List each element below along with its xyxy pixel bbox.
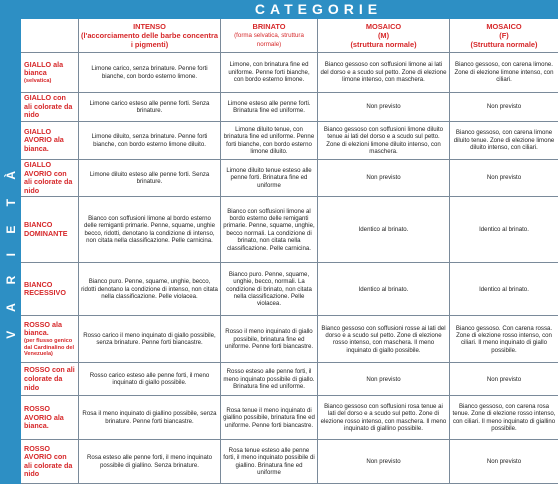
column-header-main: MOSAICO [486,22,522,31]
column-header-sub: (F) [499,31,509,40]
column-header-brinato [221,19,318,53]
variety-name [21,363,79,396]
table-row [1,93,558,122]
variety-label: GIALLO AVORIO ala bianca. [24,126,64,153]
table-cell: Bianco puro. Penne, squame, unghie, becco, ridotti denotano la condizione di intenso, non citata nella classificazione. Pelle violacea. [79,263,221,316]
table-cell: Limone carico, senza brinature. Penne forti bianche, con bordo esterno limone. [79,53,221,93]
categories-title: CATEGORIE [79,1,558,19]
table-cell: Identico al brinato. [318,197,450,263]
table-row [1,363,558,396]
table-cell: Non previsto [318,93,450,122]
variety-name [21,263,79,316]
column-header-mosaico-f [450,19,558,53]
variety-label: GIALLO AVORIO con ali colorate da nido [24,160,73,195]
variety-name [21,160,79,197]
column-header-sub: (M) [377,31,390,40]
variety-label: ROSSO ala bianca. [24,319,62,338]
column-header-intenso [79,19,221,53]
variety-label: ROSSO con ali colorate da nido [24,365,75,392]
table-cell: Non previsto [318,440,450,484]
table-row [1,396,558,440]
table-cell: Limone carico esteso alle penne forti. Senza brinature. [79,93,221,122]
table-cell: Limone diluito tenue esteso alle penne forti. Brinatura fine ed uniforme [221,160,318,197]
variety-name [21,396,79,440]
table-cell: Rosso il meno inquinato di giallo possibile, brinatura fine ed uniforme. Penne forti biancastre. [221,316,318,363]
table-cell: Rosa tenue il meno inquinato di giallino possibile, brinatura fine ed uniforme. Penne forti biancastre. [221,396,318,440]
table-cell: Bianco gessoso, con carena limone diluito tenue. Zone di elezione limone diluito intenso, con ciliari. [450,122,558,160]
table-cell: Limone diluito tenue, con brinatura fine ed uniforme. Penne forti bianche, con bordo esterno limone diluito. [221,122,318,160]
table-row [1,316,558,363]
table-row [1,122,558,160]
table-row [1,197,558,263]
table-cell: Bianco gessoso, con carena limone. Zone di elezione limone intenso, con ciliari. [450,53,558,93]
variety-label: GIALLO ala bianca [24,59,64,78]
variety-name [21,440,79,484]
table-cell: Bianco puro. Penne, squame, unghie, becco, normali. La condizione di brinato, non citata nella classificazione. Pelle violacea. [221,263,318,316]
variety-name [21,93,79,122]
table-cell: Non previsto [318,363,450,396]
table-cell: Rosso esteso alle penne forti, il meno inquinato possibile di giallo. Brinatura fine ed uniforme. [221,363,318,396]
variety-label: GIALLO con ali colorate da nido [24,93,73,120]
column-header-main: BRINATO [252,22,286,31]
column-header-sub2: (Struttura normale) [470,40,538,49]
table-cell: Bianco gessoso, con carena rosa tenue. Zone di elezione rosso intenso, con ciliari. Il meno inquinato di giallino possibile. [450,396,558,440]
table-cell: Rosa esteso alle penne forti, il meno inquinato possibile di giallino. Senza brinature. [79,440,221,484]
variety-name [21,197,79,263]
column-header-main: MOSAICO [365,22,402,31]
variety-label: ROSSO AVORIO con ali colorate da nido [24,443,73,479]
table-cell: Identico al brinato. [318,263,450,316]
table-cell: Bianco gessoso con soffusioni limone diluito tenue ai lati del dorso e a scudo sul petto. Zone di elezioni limone diluito intenso, con maschera. [318,122,450,160]
column-header-mosaico-m [318,19,450,53]
table-cell: Limone diluito, senza brinature. Penne forti bianche, con bordo esterno limone diluito. [79,122,221,160]
variety-note: (selvatica) [24,77,52,84]
table-cell: Non previsto [450,440,558,484]
header-corner [1,1,79,19]
varieta-side-label [1,19,21,484]
table-cell: Limone esteso alle penne forti. Brinatura fine ed uniforme. [221,93,318,122]
table-cell: Bianco con soffusioni limone al bordo esterno delle remiganti primarie. Penne, squame, unghie becco, ridotti, denotano la condizione di intenso, non citata nella classificazione. Pelle carnicina. [79,197,221,263]
column-header-sub2: (struttura normale) [350,40,417,49]
table-cell: Non previsto [450,363,558,396]
table-cell: Non previsto [450,160,558,197]
table-cell: Non previsto [318,160,450,197]
table-cell: Limone, con brinatura fine ed uniforme. Penne forti bianche, con bordo esterno limone. [221,53,318,93]
table-row [1,263,558,316]
table-cell: Rosa tenue esteso alle penne forti, il meno inquinato possibile di giallino. Brinatura fine ed uniforme [221,440,318,484]
table-cell: Rosso carico il meno inquinato di giallo possibile, senza brinature. Penne forti biancastre. [79,316,221,363]
column-header-sub: (forma selvatica, struttura normale) [234,32,304,48]
table-cell: Bianco con soffusioni limone al bordo esterno delle remiganti primarie. Penne, squame, unghie, becco normali. La condizione di brinato, non citata nella classificazione. Pelle carnicina. [221,197,318,263]
table-cell: Bianco gessoso con soffusioni rosse ai lati del dorso e a scudo sul petto. Zone di elezione rosso intenso, con maschera. Il meno inquinato di giallo possibile. [318,316,450,363]
table-row [1,160,558,197]
varieta-text: V A R I E T À [3,163,18,340]
variety-name [21,316,79,363]
variety-note: (per flusso genico dal Cardinalino del Venezuela) [24,338,75,358]
table-cell: Identico al brinato. [450,263,558,316]
column-header-sub: (l'accorciamento delle barbe concentra i pigmenti) [81,31,218,49]
table-cell: Rosso carico esteso alle penne forti, il meno inquinato di giallo possibile. [79,363,221,396]
row-header-corner [21,19,79,53]
table-cell: Identico al brinato. [450,197,558,263]
table-row [1,440,558,484]
table-cell: Rosa il meno inquinato di giallino possibile, senza brinature. Penne forti biancastre. [79,396,221,440]
variety-name [21,53,79,93]
variety-label: ROSSO AVORIO ala bianca. [24,403,64,431]
table-cell: Bianco gessoso. Con carena rossa. Zone di elezione rosso intenso, con ciliari. Il meno inquinato di giallo possibile. [450,316,558,363]
table-cell: Bianco gessoso con soffusioni limone ai lati del dorso e a scudo sul petto. Zone di elezione limone intenso, con maschera. [318,53,450,93]
table-row [1,53,558,93]
table-cell: Non previsto [450,93,558,122]
table-cell: Bianco gessoso con soffusioni rosa tenue ai lati del dorso e a scudo sul petto. Zone di elezione rosso intenso, con maschera. Il meno inquinato di giallino possibile. [318,396,450,440]
variety-label: BIANCO DOMINANTE [24,220,68,238]
column-header-main: INTENSO [133,22,166,31]
table-cell: Limone diluito esteso alle penne forti. Senza brinature. [79,160,221,197]
variety-label: BIANCO RECESSIVO [24,279,66,298]
variety-name [21,122,79,160]
